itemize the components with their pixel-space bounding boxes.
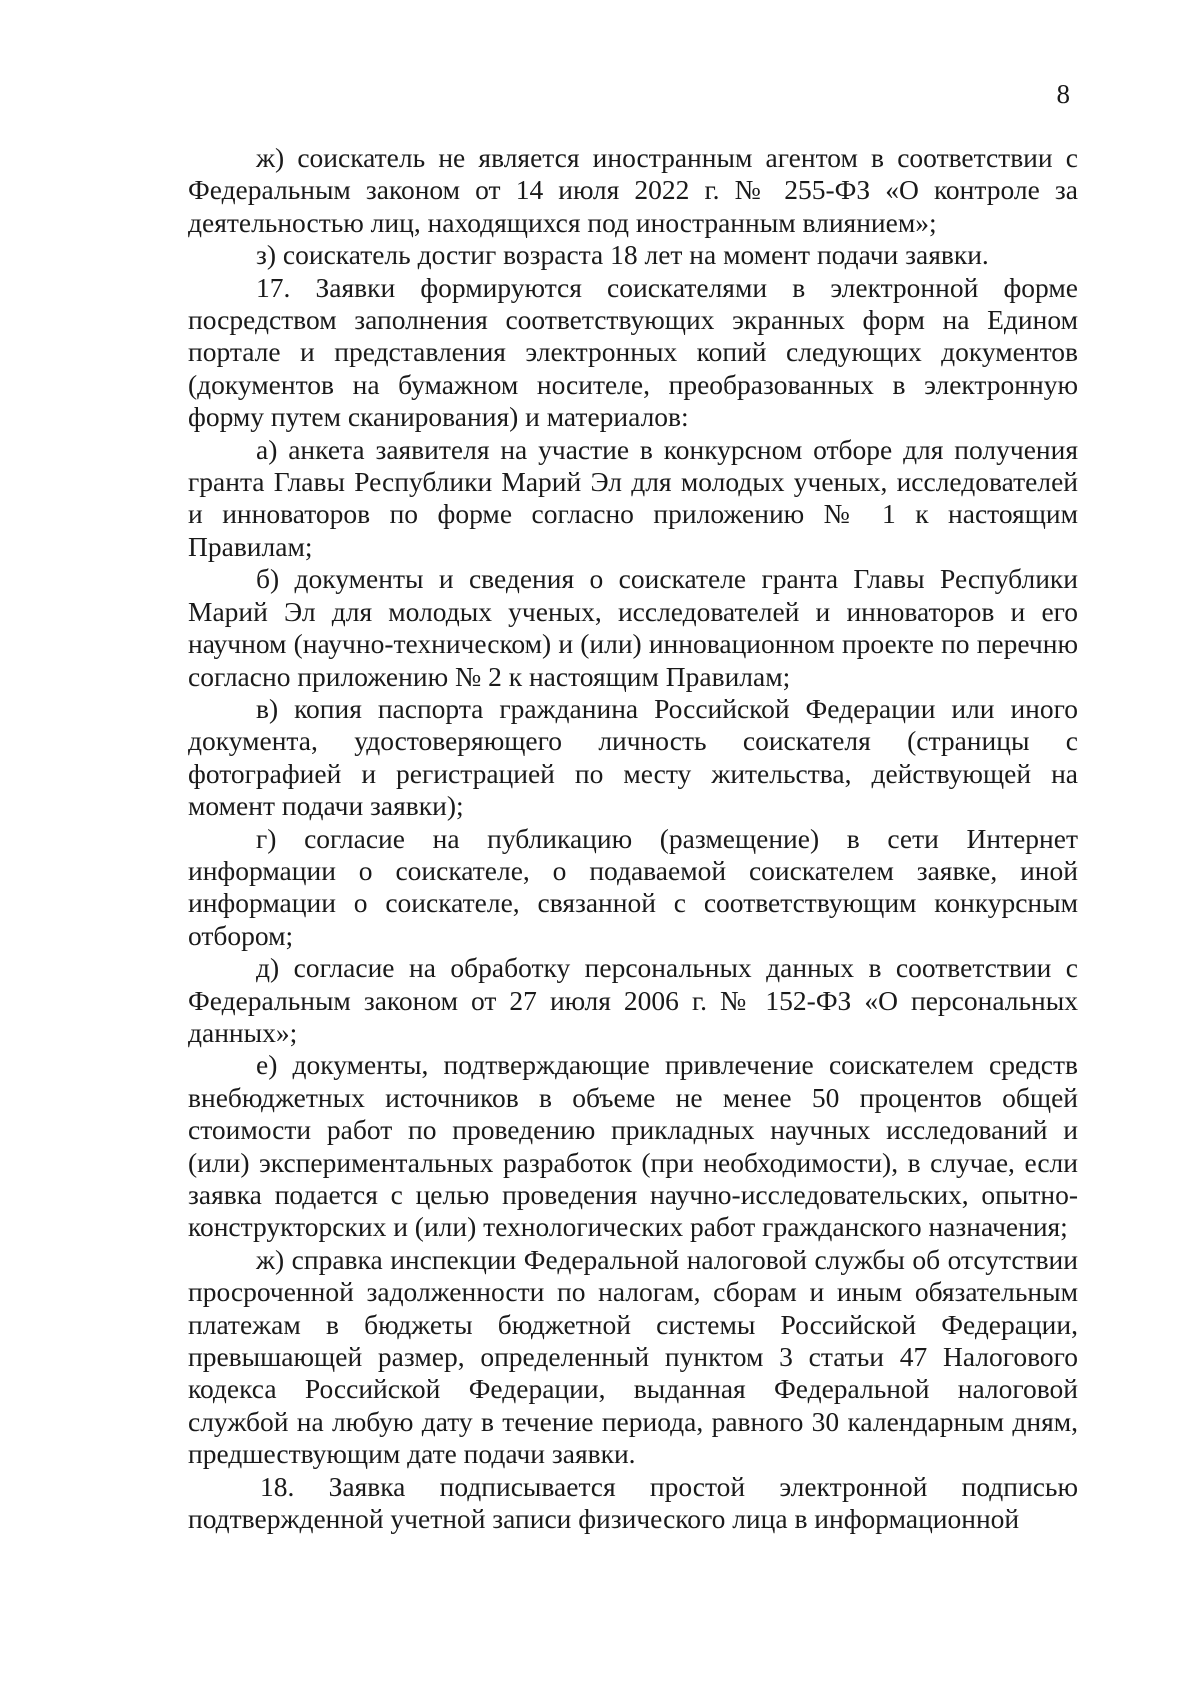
paragraph-zh-tax-certificate: ж) справка инспекции Федеральной налоговой службы об отсутствии просроченной задолженности по налогам, сборам и иным обязательным платежам в бюджеты бюджетной системы Российской Федерации, превышающей размер, определенный пунктом 3 статьи 47 Налогового кодекса Российской Федерации, выданная Федеральной налоговой службой на любую дату в течение периода, равного 30 календарным дням, предшествующим дате подачи заявки. [188, 1243, 1078, 1470]
page-number: 8 [1056, 79, 1070, 109]
paragraph-b-documents: б) документы и сведения о соискателе гранта Главы Республики Марий Эл для молодых ученых, исследователей и инноваторов и его научном (научно-техническом) и (или) инновационном проекте по перечню согласно приложению № 2 к настоящим Правилам; [188, 563, 1078, 692]
paragraph-a-questionnaire: а) анкета заявителя на участие в конкурсном отборе для получения гранта Главы Республики Марий Эл для молодых ученых, исследователей и инноваторов по форме согласно приложению № 1 к настоящим Правилам; [188, 433, 1078, 562]
paragraph-v-passport: в) копия паспорта гражданина Российской Федерации или иного документа, удостоверяющего личность соискателя (страницы с фотографией и регистрацией по месту жительства, действующей на момент подачи заявки); [188, 692, 1078, 822]
document-body [188, 142, 1078, 1535]
paragraph-zh-foreign-agent: ж) соискатель не является иностранным агентом в соответствии с Федеральным законом от 14 июля 2022 г. № 255-ФЗ «О контроле за деятельностью лиц, находящихся под иностранным влиянием»; [188, 142, 1078, 238]
paragraph-g-publication-consent: г) согласие на публикацию (размещение) в сети Интернет информации о соискателе, о подаваемой соискателем заявке, иной информации о соискателе, связанной с соответствующим конкурсным отбором; [188, 822, 1078, 951]
paragraph-17-applications: 17. Заявки формируются соискателями в электронной форме посредством заполнения соответствующих экранных форм на Едином портале и представления электронных копий следующих документов (документов на бумажном носителе, преобразованных в электронную форму путем сканирования) и материалов: [188, 271, 1078, 433]
paragraph-z-age: з) соискатель достиг возраста 18 лет на момент подачи заявки. [256, 239, 989, 271]
paragraph-18-signature: 18. Заявка подписывается простой электронной подписью подтвержденной учетной записи физического лица в информационной [188, 1470, 1078, 1535]
paragraph-d-personal-data-consent: д) согласие на обработку персональных данных в соответствии с Федеральным законом от 27 июля 2006 г. № 152-ФЗ «О персональных данных»; [188, 952, 1078, 1048]
paragraph-e-extrabudgetary-funds: е) документы, подтверждающие привлечение соискателем средств внебюджетных источников в объеме не менее 50 процентов общей стоимости работ по проведению прикладных научных исследований и (или) экспериментальных разработок (при необходимости), в случае, если заявка подается с целью проведения научно-исследовательских, опытно-конструкторских и (или) технологических работ гражданского назначения; [188, 1049, 1078, 1243]
